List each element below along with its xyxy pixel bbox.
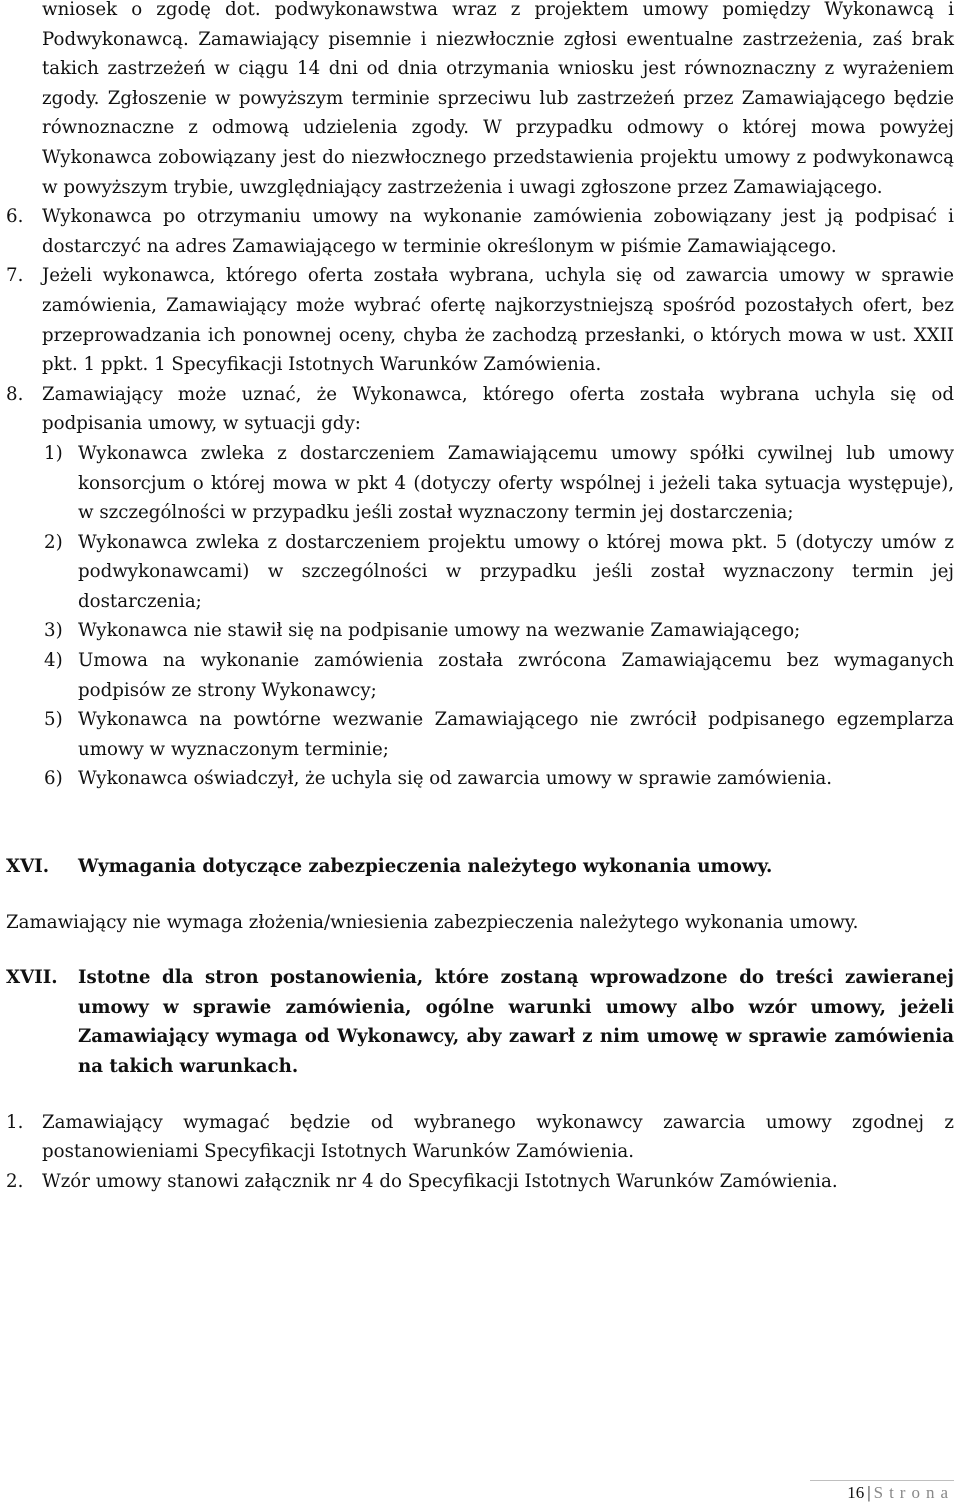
list-item-number: 7. [6,265,24,287]
list-item-number: 8. [6,383,24,405]
list-item-number: 1. [6,1111,24,1133]
sub-item-text: Wykonawca zwleka z dostarczeniem projektu umowy o której mowa pkt. 5 (dotyczy umów z podwykonawcami) w szczególności w przypadku jeśli został wyznaczony termin jej dostarczenia; [78,531,954,612]
spacer [6,937,954,963]
page-label: Strona [873,1483,954,1502]
list-item-text: Wykonawca po otrzymaniu umowy na wykonanie zamówienia zobowiązany jest ją podpisać i dostarczyć na adres Zamawiającego w terminie określonym w piśmie Zamawiającego. [42,206,954,257]
sub-item-3 [6,616,954,646]
list-item-text: Jeżeli wykonawca, którego oferta została wybrana, uchyla się od zawarcia umowy w sprawie zamówienia, Zamawiający może wybrać ofertę najkorzystniejszą spośród pozostałych ofert, bez przeprowadzania ich ponownej oceny, chyba że zachodzą przesłanki, o których mowa w ust. XXII pkt. 1 ppkt. 1 Specyfikacji Istotnych Warunków Zamówienia. [42,265,954,376]
sub-item-1 [6,439,954,528]
section-number: XVII. [6,967,58,989]
sub-item-number: 1) [44,442,63,464]
list-item-6 [6,202,954,261]
sub-list [6,439,954,794]
list-item-8 [6,380,954,439]
section-xvi-body: Zamawiający nie wymaga złożenia/wniesienia zabezpieczenia należytego wykonania umowy. [6,911,859,933]
sub-item-number: 3) [44,620,63,642]
list-item-7 [6,261,954,379]
section-title: Wymagania dotyczące zabezpieczenia należytego wykonania umowy. [78,856,773,878]
section-number: XVI. [6,856,50,878]
spacer [6,794,954,852]
sub-item-2 [6,528,954,617]
sub-item-text: Wykonawca oświadczył, że uchyla się od zawarcia umowy w sprawie zamówienia. [78,768,833,790]
footer-separator: | [867,1483,871,1502]
sub-item-text: Wykonawca na powtórne wezwanie Zamawiającego nie zwrócił podpisanego egzemplarza umowy w wyznaczonym terminie; [78,709,954,760]
section-xvii-item-1 [6,1108,954,1167]
sub-item-text: Wykonawca zwleka z dostarczeniem Zamawiającemu umowy spółki cywilnej lub umowy konsorcjum o której mowa w pkt 4 (dotyczy oferty wspólnej i jeżeli taka sytuacja występuje), w szczególności w przypadku jeśli został wyznaczony termin jej dostarczenia; [78,442,954,524]
spacer [6,1082,954,1108]
spacer [6,882,954,908]
section-heading-xvii [6,963,954,1081]
section-xvii-item-2 [6,1167,954,1197]
intro-paragraph: wniosek o zgodę dot. podwykonawstwa wraz z projektem umowy pomiędzy Wykonawcą i Podwykonawcą. Zamawiający pisemnie i niezwłocznie zgłosi ewentualne zastrzeżenia, zaś brak takich zastrzeżeń w ciągu 14 dni od dnia otrzymania wniosku jest równoznaczny z wyrażeniem zgody. Zgłoszenie w powyższym terminie sprzeciwu lub zastrzeżeń przez Zamawiającego będzie równoznaczne z odmową udzielenia zgody. W przypadku odmowy o której mowa powyżej Wykonawca zobowiązany jest do niezwłocznego przedstawienia projektu umowy z podwykonawcą w powyższym trybie, uwzględniający zastrzeżenia i uwagi zgłoszone przez Zamawiającego. [42,0,954,198]
sub-item-4 [6,646,954,705]
sub-item-6 [6,764,954,794]
sub-item-number: 6) [44,768,63,790]
sub-item-text: Umowa na wykonanie zamówienia została zwrócona Zamawiającemu bez wymaganych podpisów ze strony Wykonawcy; [78,650,954,701]
page-footer [847,1481,954,1505]
intro-continuation [6,0,954,202]
list-item-number: 2. [6,1170,24,1192]
sub-item-number: 5) [44,709,63,731]
list-item-text: Zamawiający wymagać będzie od wybranego wykonawcy zawarcia umowy zgodnej z postanowieniami Specyfikacji Istotnych Warunków Zamówienia. [42,1111,954,1163]
list-item-number: 6. [6,206,24,228]
sub-item-text: Wykonawca nie stawił się na podpisanie umowy na wezwanie Zamawiającego; [78,620,801,642]
section-title: Istotne dla stron postanowienia, które zostaną wprowadzone do treści zawieranej umowy w sprawie zamówienia, ogólne warunki umowy albo wzór umowy, jeżeli Zamawiający wymaga od Wykonawcy, aby zawarł z nim umowę w sprawie zamówienia na takich warunkach. [78,967,954,1077]
section-heading-xvi [6,852,954,882]
list-item-text: Wzór umowy stanowi załącznik nr 4 do Specyfikacji Istotnych Warunków Zamówienia. [42,1170,838,1192]
page-number: 16 [847,1483,865,1502]
sub-item-5 [6,705,954,764]
sub-item-number: 4) [44,650,63,672]
sub-item-number: 2) [44,531,63,553]
list-item-text: Zamawiający może uznać, że Wykonawca, którego oferta została wybrana uchyla się od podpisania umowy, w sytuacji gdy: [42,383,954,435]
